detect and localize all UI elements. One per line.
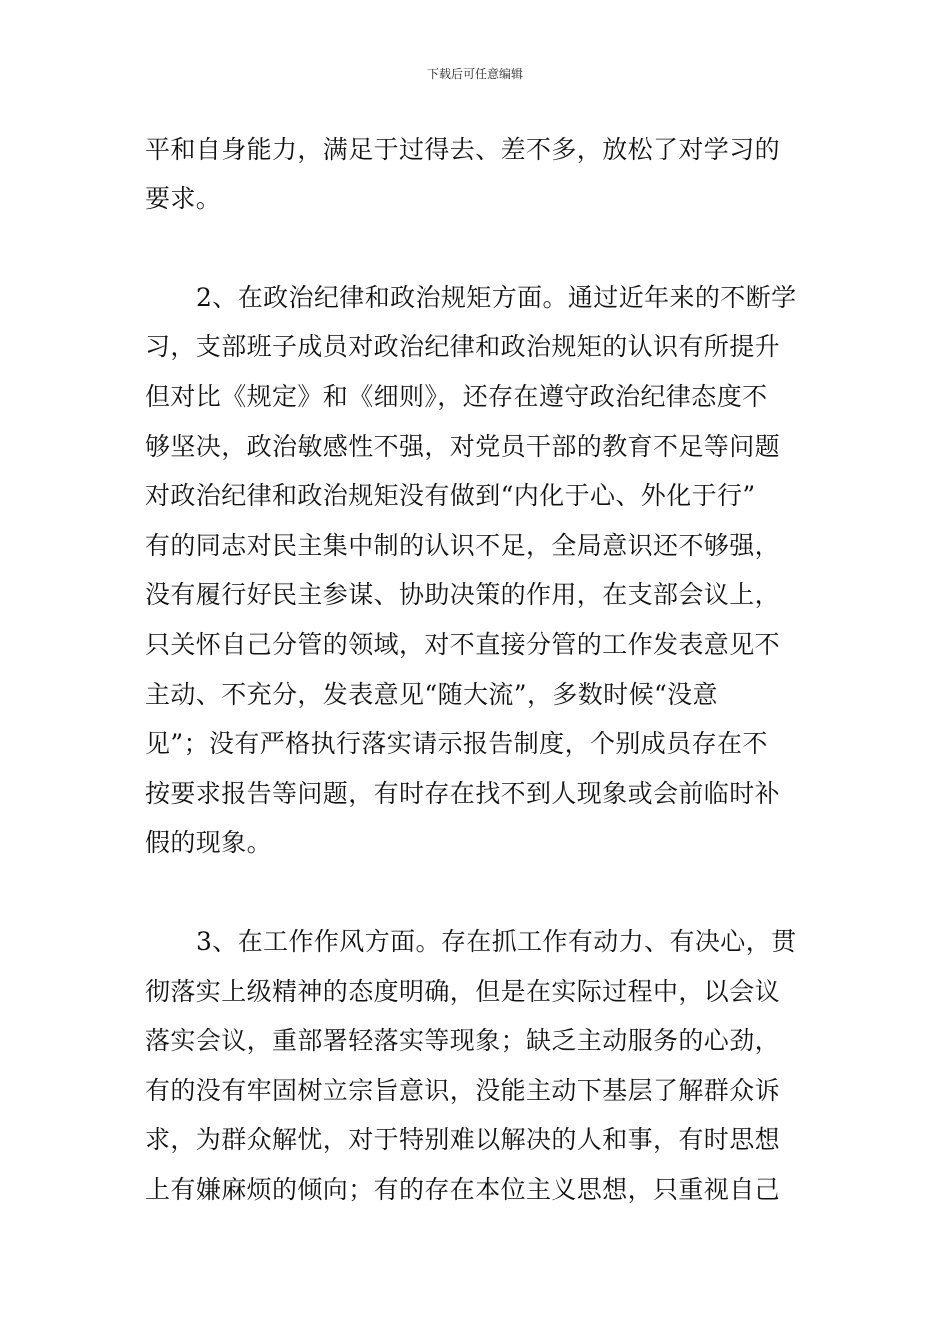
paragraph-line: 2、在政治纪律和政治规矩方面。通过近年来的不断学	[196, 283, 797, 312]
paragraph-line: 见”；没有严格执行落实请示报告制度，个别成员存在不	[145, 729, 768, 758]
paragraph-line: 平和自身能力，满足于过得去、差不多，放松了对学习的	[145, 135, 781, 164]
paragraph-line: 彻落实上级精神的态度明确，但是在实际过程中，以会议	[145, 977, 781, 1006]
paragraph-line: 3、在工作作风方面。存在抓工作有动力、有决心，贯	[196, 927, 797, 956]
paragraph-line: 但对比《规定》和《细则》，还存在遵守政治纪律态度不	[145, 382, 768, 411]
paragraph-line: 没有履行好民主参谋、协助决策的作用，在支部会议上，	[145, 580, 781, 609]
paragraph-line: 落实会议，重部署轻落实等现象；缺乏主动服务的心劲，	[145, 1026, 781, 1055]
paragraph-line: 假的现象。	[145, 828, 273, 857]
paragraph-line: 有的同志对民主集中制的认识不足，全局意识还不够强，	[145, 531, 781, 560]
paragraph-line: 上有嫌麻烦的倾向；有的存在本位主义思想，只重视自己	[145, 1175, 781, 1204]
paragraph-line: 够坚决，政治敏感性不强，对党员干部的教育不足等问题	[145, 432, 781, 461]
paragraph-line: 求，为群众解忧，对于特别难以解决的人和事，有时思想	[145, 1125, 781, 1154]
paragraph-line: 要求。	[145, 184, 222, 213]
paragraph-line: 有的没有牢固树立宗旨意识，没能主动下基层了解群众诉	[145, 1076, 781, 1105]
paragraph-line: 对政治纪律和政治规矩没有做到“内化于心、外化于行”	[145, 481, 756, 510]
paragraph-line: 按要求报告等问题，有时存在找不到人现象或会前临时补	[145, 779, 781, 808]
page-header: 下载后可任意编辑	[426, 67, 523, 81]
paragraph-line: 主动、不充分，发表意见“随大流”，多数时候“没意	[145, 680, 718, 709]
paragraph-line: 只关怀自己分管的领域，对不直接分管的工作发表意见不	[145, 630, 781, 659]
paragraph-line: 习，支部班子成员对政治纪律和政治规矩的认识有所提升	[145, 332, 781, 361]
